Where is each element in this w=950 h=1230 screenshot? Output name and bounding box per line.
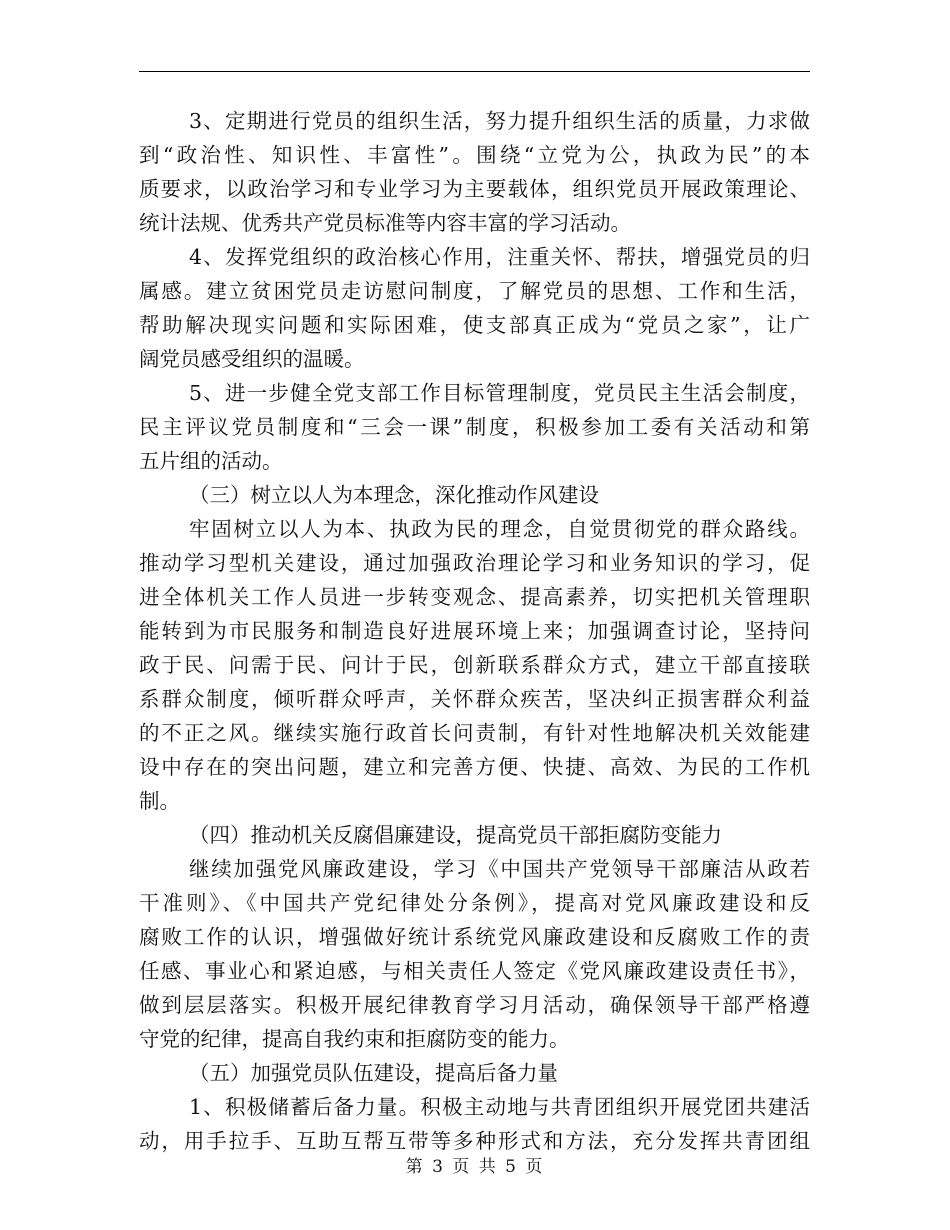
- text-line: 5、进一步健全党支部工作目标管理制度，党员民主生活会制度，: [189, 381, 810, 405]
- text-line: 腐败工作的认识，增强做好统计系统党风廉政建设和反腐败工作的责: [139, 925, 810, 949]
- text-line: 干准则》、《中国共产党纪律处分条例》，提高对党风廉政建设和反: [139, 891, 810, 915]
- text-line: 继续加强党风廉政建设，学习《中国共产党领导干部廉洁从政若: [189, 857, 810, 881]
- text-line: （四）推动机关反腐倡廉建设，提高党员干部拒腐防变能力: [189, 823, 722, 847]
- text-line: 属感。建立贫困党员走访慰问制度，了解党员的思想、工作和生活，: [139, 279, 810, 303]
- text-line: 能转到为市民服务和制造良好进展环境上来；加强调查讨论，坚持问: [139, 619, 810, 643]
- text-line: 进全体机关工作人员进一步转变观念、提高素养，切实把机关管理职: [139, 585, 810, 609]
- text-line: 推动学习型机关建设，通过加强政治理论学习和业务知识的学习，促: [139, 551, 810, 575]
- text-line: 制。: [139, 789, 180, 813]
- text-line: 1、积极储蓄后备力量。积极主动地与共青团组织开展党团共建活: [189, 1095, 810, 1119]
- text-line: 3、定期进行党员的组织生活，努力提升组织生活的质量，力求做: [189, 109, 810, 133]
- text-line: 质要求，以政治学习和专业学习为主要载体，组织党员开展政策理论、: [139, 177, 810, 201]
- text-line: 的不正之风。继续实施行政首长问责制，有针对性地解决机关效能建: [139, 721, 810, 745]
- text-line: 4、发挥党组织的政治核心作用，注重关怀、帮扶，增强党员的归: [189, 245, 810, 269]
- text-line: 五片组的活动。: [139, 449, 283, 473]
- text-line: 牢固树立以人为本、执政为民的理念，自觉贯彻党的群众路线。: [189, 517, 810, 541]
- text-line: 到“政治性、知识性、丰富性”。围绕“立党为公，执政为民”的本: [139, 143, 810, 167]
- document-body: [139, 104, 810, 1158]
- text-line: 守党的纪律，提高自我约束和拒腐防变的能力。: [139, 1027, 570, 1051]
- text-line: 做到层层落实。积极开展纪律教育学习月活动，确保领导干部严格遵: [139, 993, 810, 1017]
- text-line: 统计法规、优秀共产党员标准等内容丰富的学习活动。: [139, 211, 631, 235]
- text-line: 帮助解决现实问题和实际困难，使支部真正成为“党员之家”，让广: [139, 313, 810, 337]
- page-footer: 第 3 页 共 5 页: [405, 1157, 545, 1177]
- text-line: 设中存在的突出问题，建立和完善方便、快捷、高效、为民的工作机: [139, 755, 810, 779]
- text-line: 系群众制度，倾听群众呼声，关怀群众疾苦，坚决纠正损害群众利益: [139, 687, 810, 711]
- text-line: 政于民、问需于民、问计于民，创新联系群众方式，建立干部直接联: [139, 653, 810, 677]
- text-line: （三）树立以人为本理念，深化推动作风建设: [189, 483, 599, 507]
- text-line: 动，用手拉手、互助互帮互带等多种形式和方法，充分发挥共青团组: [139, 1129, 810, 1153]
- text-line: 任感、事业心和紧迫感，与相关责任人签定《党风廉政建设责任书》，: [139, 959, 810, 983]
- text-line: 阔党员感受组织的温暖。: [139, 347, 365, 371]
- text-line: （五）加强党员队伍建设，提高后备力量: [189, 1061, 558, 1085]
- text-line: 民主评议党员制度和“三会一课”制度，积极参加工委有关活动和第: [139, 415, 810, 439]
- header-rule: [139, 71, 810, 72]
